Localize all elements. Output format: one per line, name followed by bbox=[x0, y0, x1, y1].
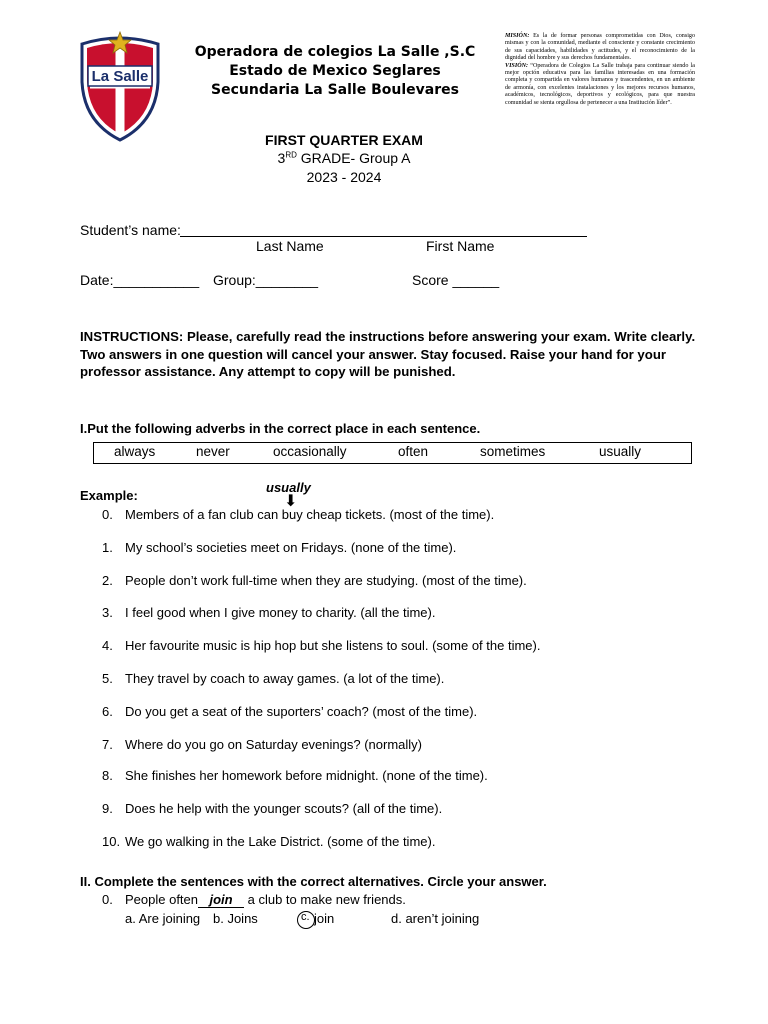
option-c-letter[interactable]: c. bbox=[301, 911, 310, 923]
example-label: Example: bbox=[80, 488, 138, 503]
question-text-before: People often bbox=[125, 892, 199, 907]
item-text: They travel by coach to away games. (a lot of the time). bbox=[125, 671, 445, 686]
exam-year: 2023 - 2024 bbox=[306, 169, 382, 185]
mision-label: MISIÓN: bbox=[505, 33, 530, 39]
section2-heading: II. Complete the sentences with the correct alternatives. Circle your answer. bbox=[80, 874, 547, 889]
word-bank-item: occasionally bbox=[273, 444, 347, 459]
la-salle-logo bbox=[78, 30, 162, 142]
option-d[interactable]: d. aren’t joining bbox=[391, 911, 480, 926]
vision-text: “Operadora de Colegios La Salle trabaja para continuar siendo la mejor opción educativa para las familias interesadas en una formación completa y compartida en valores humanos y trascendentes, en un ambiente de armonía, con excelentes instalaciones y los mejores recursos humanos, académicos, tecnológicos, deportivos y ecológicos, para que nuestra comunidad se sienta orgullosa de pertenecer a una Institución líder”. bbox=[505, 62, 695, 106]
list-item bbox=[102, 834, 435, 849]
item-number: 9. bbox=[102, 801, 113, 816]
section1-heading: I.Put the following adverbs in the correct place in each sentence. bbox=[80, 421, 481, 436]
list-item bbox=[102, 671, 444, 686]
question-number: 0. bbox=[102, 892, 113, 907]
list-item bbox=[102, 605, 435, 620]
org-school: Secundaria La Salle Boulevares bbox=[211, 82, 459, 98]
item-number: 10. bbox=[102, 834, 121, 849]
item-number: 0. bbox=[102, 507, 113, 522]
grade-number: 3 bbox=[277, 150, 286, 166]
word-bank-item: always bbox=[114, 444, 156, 459]
last-name-label: Last Name bbox=[256, 238, 324, 254]
item-text: My school’s societies meet on Fridays. (none of the time). bbox=[125, 540, 457, 555]
date-field[interactable]: Date:___________ bbox=[80, 272, 200, 288]
question-answer: join bbox=[198, 892, 244, 908]
mision-vision-block bbox=[505, 33, 695, 107]
exam-title: FIRST QUARTER EXAM bbox=[265, 132, 423, 148]
org-state: Estado de Mexico Seglares bbox=[229, 63, 441, 79]
list-item bbox=[102, 540, 456, 555]
item-number: 7. bbox=[102, 737, 113, 752]
arrow-down-icon: ⬇ bbox=[284, 493, 298, 510]
word-bank-item: usually bbox=[599, 444, 642, 459]
logo-text: La Salle bbox=[91, 68, 149, 85]
item-number: 3. bbox=[102, 605, 113, 620]
word-bank-item: never bbox=[196, 444, 230, 459]
item-number: 6. bbox=[102, 704, 113, 719]
list-item bbox=[102, 801, 442, 816]
grade-superscript: RD bbox=[285, 150, 297, 160]
example-word: usually bbox=[266, 480, 311, 495]
grade-group: GRADE- Group A bbox=[296, 150, 411, 166]
item-number: 5. bbox=[102, 671, 113, 686]
item-text: People don’t work full-time when they are studying. (most of the time). bbox=[125, 573, 527, 588]
student-name-line[interactable] bbox=[180, 236, 587, 237]
score-field[interactable]: Score ______ bbox=[412, 272, 500, 288]
item-text: We go walking in the Lake District. (some of the time). bbox=[125, 834, 436, 849]
option-b[interactable]: b. Joins bbox=[213, 911, 258, 926]
student-name-label: Student’s name: bbox=[80, 222, 181, 238]
list-item bbox=[102, 704, 477, 719]
option-a[interactable]: a. Are joining bbox=[125, 911, 201, 926]
word-bank-item: often bbox=[398, 444, 429, 459]
first-name-label: First Name bbox=[426, 238, 495, 254]
question-text-after: a club to make new friends. bbox=[244, 892, 406, 907]
item-text: Members of a fan club can buy cheap tickets. (most of the time). bbox=[125, 507, 495, 522]
exam-grade bbox=[230, 150, 458, 166]
org-name: Operadora de colegios La Salle ,S.C bbox=[194, 44, 476, 60]
vision-label: VISIÓN: bbox=[505, 62, 529, 69]
item-text: I feel good when I give money to charity. (all the time). bbox=[125, 605, 436, 620]
item-number: 2. bbox=[102, 573, 113, 588]
answer-circle bbox=[297, 911, 315, 929]
option-c-text[interactable]: join bbox=[314, 911, 335, 926]
item-number: 8. bbox=[102, 768, 113, 783]
item-number: 4. bbox=[102, 638, 113, 653]
list-item bbox=[102, 573, 527, 588]
list-item bbox=[102, 638, 540, 653]
item-text: Where do you go on Saturday evenings? (normally) bbox=[125, 737, 422, 752]
instructions-text: INSTRUCTIONS: Please, carefully read the instructions before answering your exam. Write clearly. Two answers in one question will cancel your answer. Stay focused. Raise your hand for your professor assistance. Any attempt to copy will be punished. bbox=[80, 329, 696, 379]
list-item bbox=[102, 737, 422, 752]
item-number: 1. bbox=[102, 540, 113, 555]
word-bank-item: sometimes bbox=[480, 444, 546, 459]
item-text: Does he help with the younger scouts? (all of the time). bbox=[125, 801, 443, 816]
question-0 bbox=[102, 892, 406, 908]
list-item bbox=[102, 768, 488, 783]
mision-text: Es la de formar personas comprometidas con Dios, consigo mismas y con la comunidad, mediante el consciente y constante crecimiento de sus capacidades, habilidades y actitudes, y el reconocimiento de la dignidad del hombre y sus derechos fundamentales. bbox=[505, 33, 695, 62]
item-text: Do you get a seat of the suporters’ coach? (most of the time). bbox=[125, 704, 478, 719]
item-text: Her favourite music is hip hop but she listens to soul. (some of the time). bbox=[125, 638, 541, 653]
group-field[interactable]: Group:________ bbox=[213, 272, 319, 288]
list-item bbox=[102, 507, 494, 522]
item-text: She finishes her homework before midnight. (none of the time). bbox=[125, 768, 488, 783]
